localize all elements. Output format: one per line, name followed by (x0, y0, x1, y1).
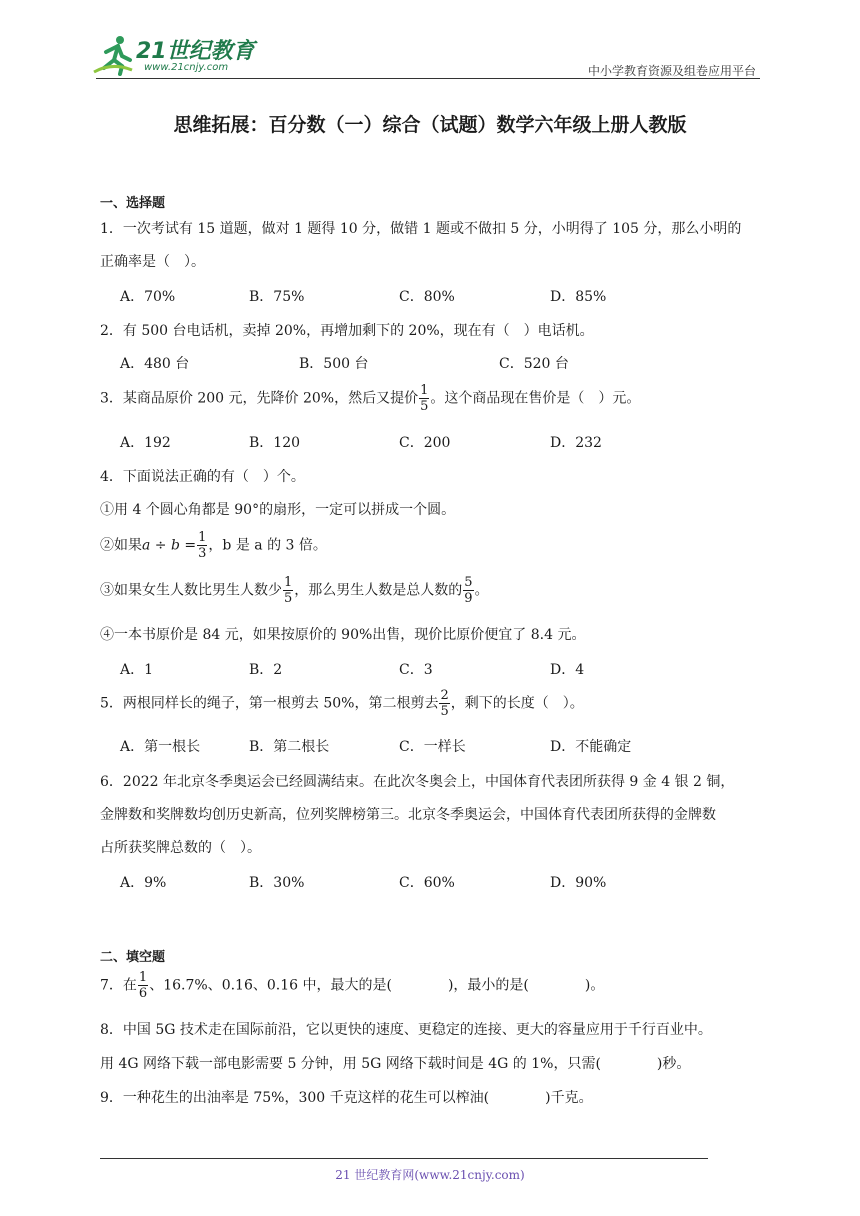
fraction-denominator: 5 (284, 591, 293, 606)
q4-s2-fraction (197, 530, 207, 561)
q5-option-d: D．不能确定 (550, 739, 632, 755)
q4-s3-text-c: 。 (474, 582, 489, 599)
logo-text: 21世纪教育 (136, 39, 255, 64)
header-divider (96, 78, 760, 79)
logo (92, 32, 262, 78)
q5-option-a: A．第一根长 (120, 739, 201, 755)
q3-text-b: 。这个商品现在售价是（ ）元。 (430, 390, 641, 407)
fraction-numerator: 1 (138, 970, 148, 985)
q4-s3-fraction-1 (283, 575, 293, 606)
q3-option-b: B．120 (249, 435, 301, 451)
fraction-denominator: 6 (138, 986, 148, 1001)
q1-option-d: D．85% (550, 289, 607, 305)
q4-statement-1: ①用 4 个圆心角都是 90°的扇形，一定可以拼成一个圆。 (100, 502, 456, 518)
q7-text-a: 7．在 (100, 977, 137, 994)
q5-fraction (439, 688, 449, 719)
q4-s2-text-a: ②如果 (100, 537, 142, 554)
q4-s2-expression: a ÷ b = (142, 537, 197, 554)
question-2-line-1: 2．有 500 台电话机，卖掉 20%，再增加剩下的 20%，现在有（ ）电话机。 (100, 323, 594, 339)
question-1-line-1: 1．一次考试有 15 道题，做对 1 题得 10 分，做错 1 题或不做扣 5 分，小明得了 105 分，那么小明的 (100, 221, 742, 237)
section-heading-fill: 二、填空题 (100, 950, 166, 965)
q5-text-b: ，剩下的长度（ ）。 (450, 695, 584, 712)
question-8-line-2: 用 4G 网络下载一部电影需要 5 分钟，用 5G 网络下载时间是 4G 的 1%，只需( )秒。 (100, 1056, 691, 1072)
footer-link[interactable]: 21 世纪教育网(www.21cnjy.com) (335, 1168, 525, 1182)
q3-text-a: 3．某商品原价 200 元，先降价 20%，然后又提价 (100, 390, 419, 407)
question-6-line-3: 占所获奖牌总数的（ ）。 (100, 840, 261, 856)
q4-s3-text-b: ，那么男生人数是总人数的 (294, 582, 463, 599)
q4-statement-2 (100, 530, 327, 561)
question-8-line-1: 8．中国 5G 技术走在国际前沿，它以更快的速度、更稳定的连接、更大的容量应用于千行百业中。 (100, 1022, 712, 1038)
q4-statement-3 (100, 575, 489, 606)
q7-text-c: 、0.16 中，最大的是( )，最小的是( )。 (252, 977, 605, 994)
question-6-line-1: 6．2022 年北京冬季奥运会已经圆满结束。在此次冬奥会上，中国体育代表团所获得 9 金 4 银 2 铜， (100, 774, 735, 790)
page-title: 思维拓展：百分数（一）综合（试题）数学六年级上册人教版 (173, 114, 687, 136)
question-7-line-1 (100, 970, 604, 1001)
q1-option-a: A．70% (120, 289, 176, 305)
fraction-denominator: 3 (198, 546, 207, 561)
fraction-numerator: 5 (464, 575, 473, 590)
fraction-numerator: 1 (284, 575, 293, 590)
fraction-numerator: 1 (198, 530, 207, 545)
question-3-line-1 (100, 383, 640, 414)
q6-option-c: C．60% (399, 875, 455, 891)
logo-url: www.21cnjy.com (144, 62, 229, 73)
q5-option-b: B．第二根长 (249, 739, 330, 755)
q6-option-a: A．9% (120, 875, 167, 891)
q2-option-a: A．480 台 (120, 356, 190, 372)
question-6-line-2: 金牌数和奖牌数均创历史新高，位列奖牌榜第三。北京冬季奥运会，中国体育代表团所获得的金牌数 (100, 807, 716, 823)
q4-s2-text-b: ，b 是 a 的 3 倍。 (208, 537, 327, 554)
q4-option-c: C．3 (399, 662, 433, 678)
q6-option-b: B．30% (249, 875, 305, 891)
q2-option-b: B．500 台 (299, 356, 369, 372)
q3-option-c: C．200 (399, 435, 451, 451)
q4-statement-4: ④一本书原价是 84 元，如果按原价的 90%出售，现价比原价便宜了 8.4 元。 (100, 627, 586, 643)
fraction-numerator: 2 (440, 688, 449, 703)
q4-s3-text-a: ③如果女生人数比男生人数少 (100, 582, 282, 599)
question-9-line-1: 9．一种花生的出油率是 75%，300 千克这样的花生可以榨油( )千克。 (100, 1090, 593, 1106)
q7-repeating-decimal: 0.16̇ (221, 977, 253, 994)
question-5-line-1 (100, 688, 584, 719)
platform-name: 中小学教育资源及组卷应用平台 (587, 64, 756, 78)
section-heading-choice: 一、选择题 (100, 196, 166, 211)
question-4-line-1: 4．下面说法正确的有（ ）个。 (100, 469, 305, 485)
q5-text-a: 5．两根同样长的绳子，第一根剪去 50%，第二根剪去 (100, 695, 439, 712)
q3-option-d: D．232 (550, 435, 602, 451)
q4-s3-fraction-2 (463, 575, 473, 606)
q1-option-b: B．75% (249, 289, 305, 305)
fraction-denominator: 5 (440, 704, 449, 719)
q4-option-d: D．4 (550, 662, 585, 678)
q7-fraction (138, 970, 148, 1001)
q6-option-d: D．90% (550, 875, 607, 891)
q2-option-c: C．520 台 (499, 356, 569, 372)
q4-option-b: B．2 (249, 662, 283, 678)
footer-divider (100, 1158, 708, 1159)
question-1-line-2: 正确率是（ ）。 (100, 254, 205, 270)
q3-option-a: A．192 (120, 435, 171, 451)
q4-option-a: A．1 (120, 662, 154, 678)
q5-option-c: C．一样长 (399, 739, 466, 755)
fraction-denominator: 5 (420, 399, 429, 414)
fraction-numerator: 1 (420, 383, 429, 398)
fraction-denominator: 9 (464, 591, 473, 606)
q7-text-b: 、16.7%、 (149, 977, 222, 994)
q3-fraction (419, 383, 429, 414)
q1-option-c: C．80% (399, 289, 455, 305)
runner-logo-icon (92, 32, 136, 76)
